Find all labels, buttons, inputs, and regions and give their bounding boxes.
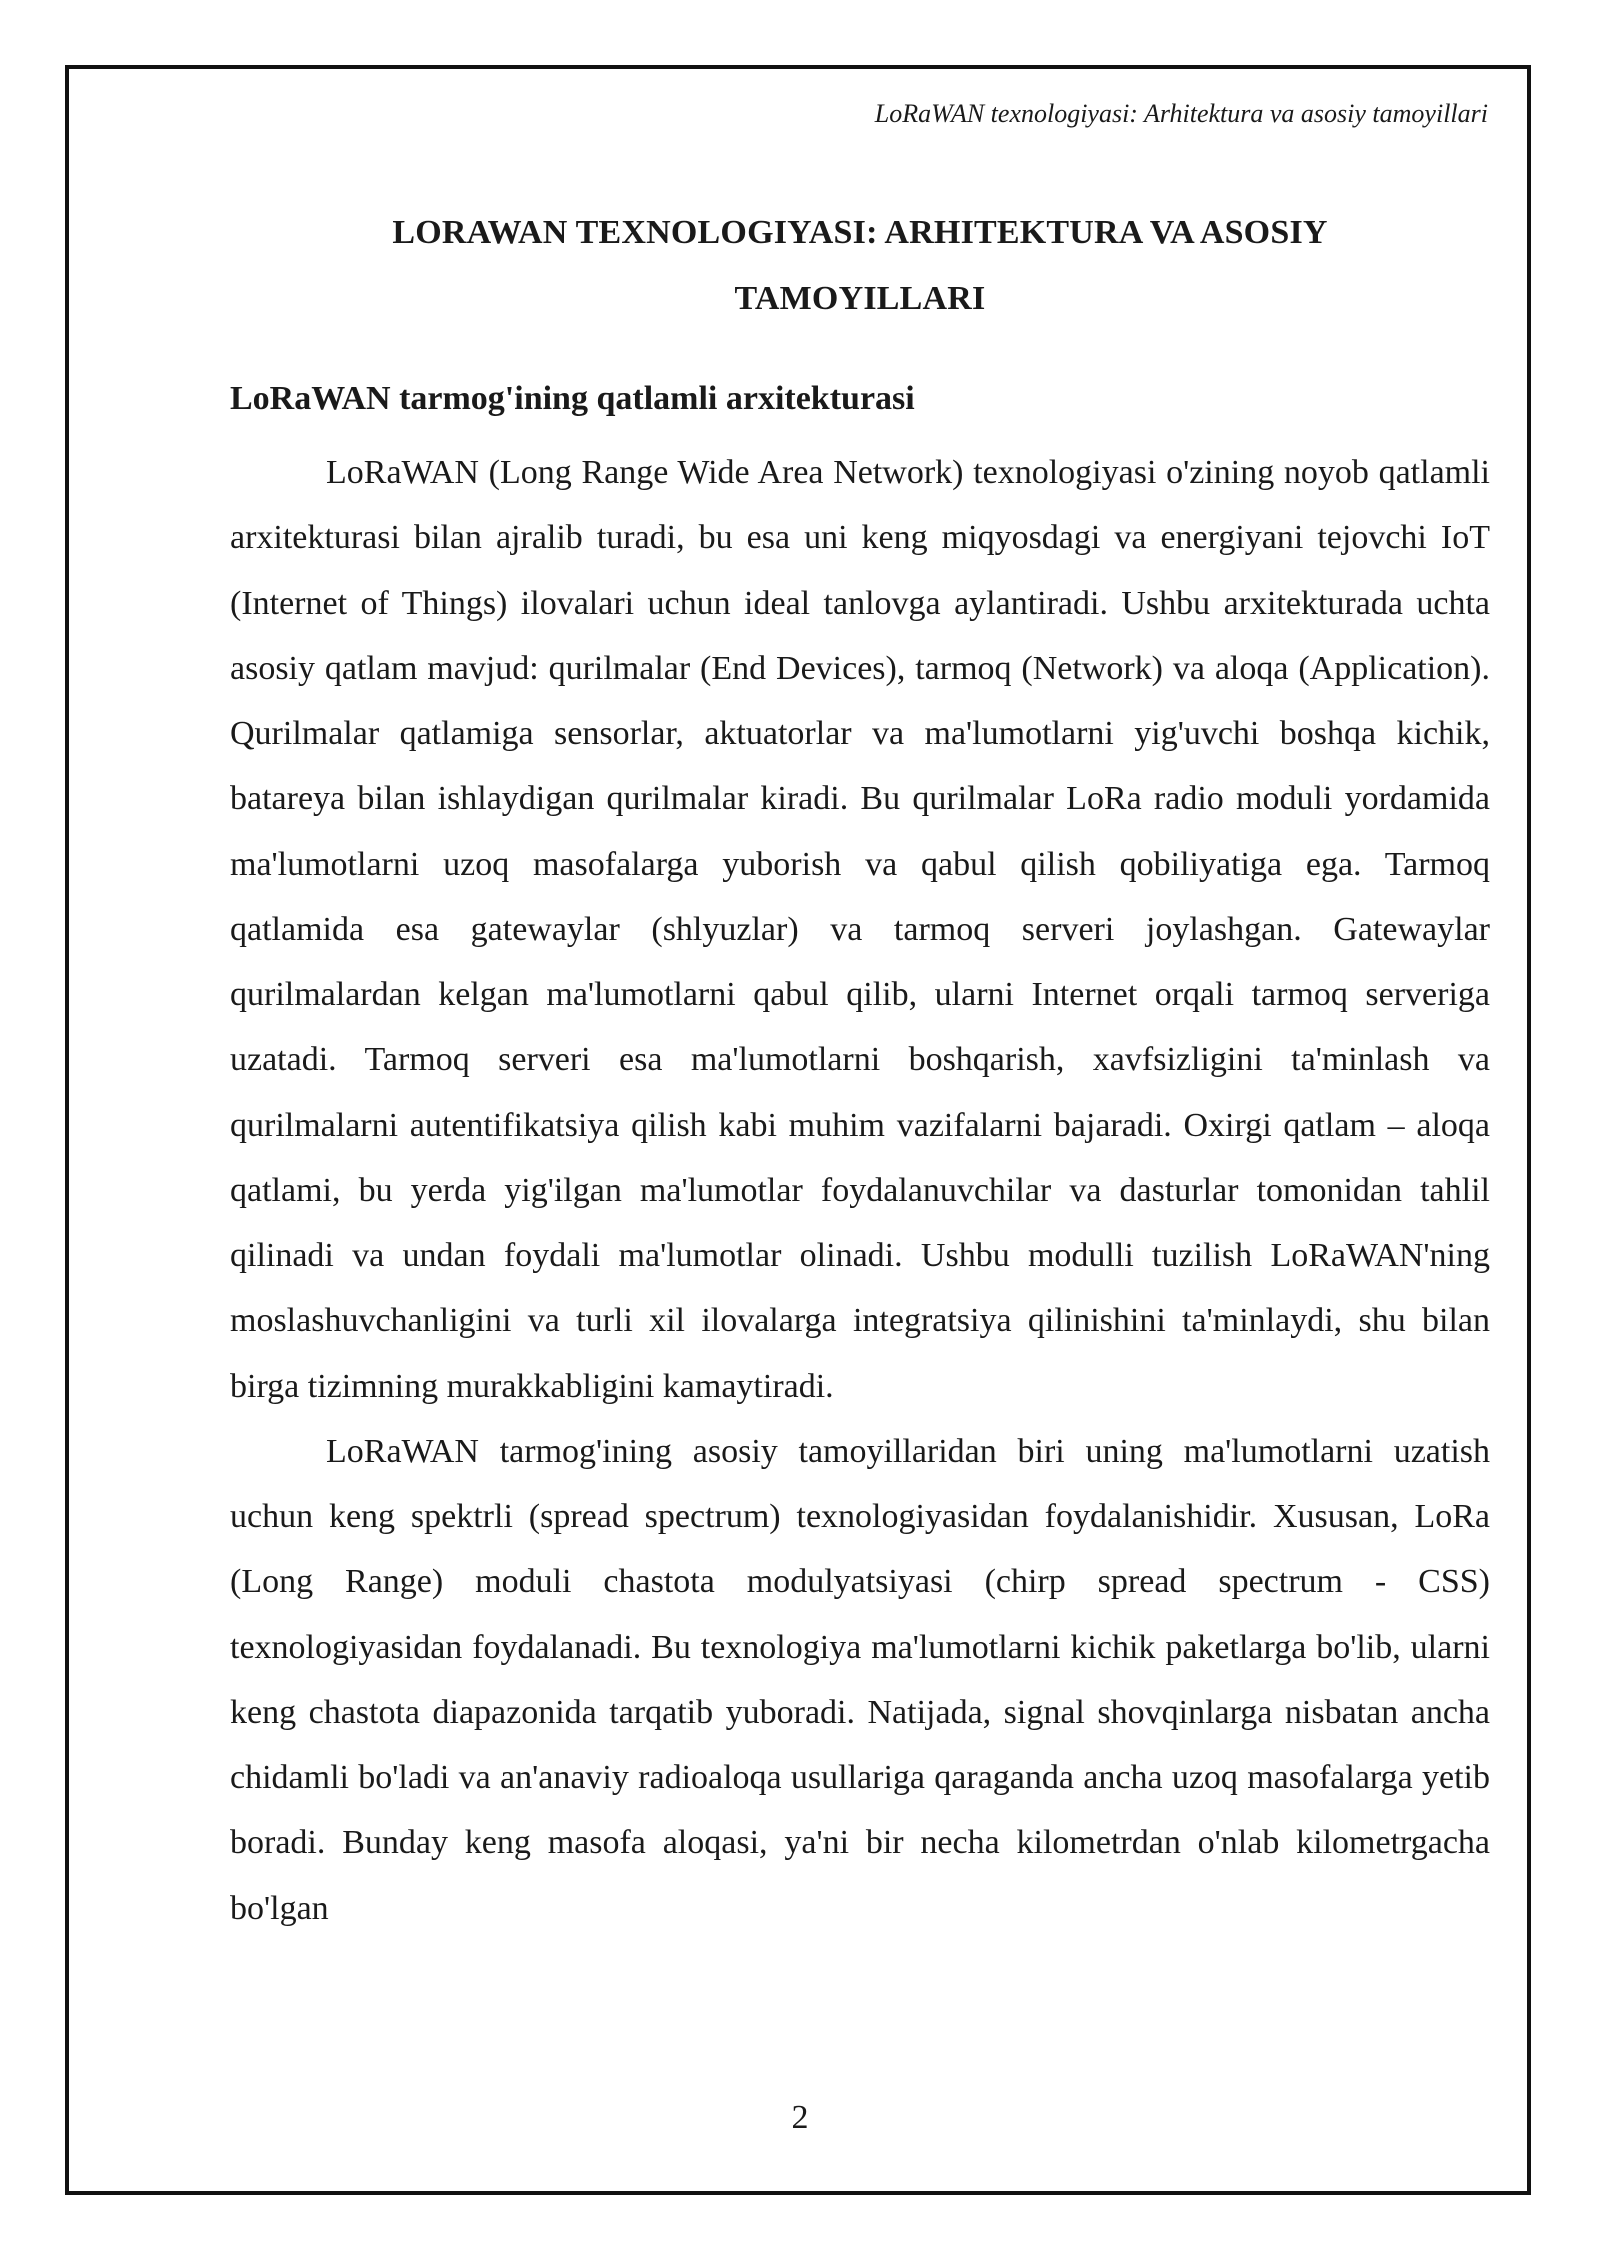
document-title-line-2: TAMOYILLARI bbox=[734, 280, 986, 317]
document-title bbox=[230, 200, 1490, 332]
running-header: LoRaWAN texnologiyasi: Arhitektura va asosiy tamoyillari bbox=[874, 99, 1488, 128]
body-paragraph-1: LoRaWAN (Long Range Wide Area Network) texnologiyasi o'zining noyob qatlamli arxitekturasi bilan ajralib turadi, bu esa uni keng miqyosdagi va energiyani tejovchi IoT (Internet of Things) ilovalari uchun ideal tanlovga aylantiradi. Ushbu arxitekturada uchta asosiy qatlam mavjud: qurilmalar (End Devices), tarmoq (Network) va aloqa (Application). Qurilmalar qatlamiga sensorlar, aktuatorlar va ma'lumotlarni yig'uvchi boshqa kichik, batareya bilan ishlaydigan qurilmalar kiradi. Bu qurilmalar LoRa radio moduli yordamida ma'lumotlarni uzoq masofalarga yuborish va qabul qilish qobiliyatiga ega. Tarmoq qatlamida esa gatewaylar (shlyuzlar) va tarmoq serveri joylashgan. Gatewaylar qurilmalardan kelgan ma'lumotlarni qabul qilib, ularni Internet orqali tarmoq serveriga uzatadi. Tarmoq serveri esa ma'lumotlarni boshqarish, xavfsizligini ta'minlash va qurilmalarni autentifikatsiya qilish kabi muhim vazifalarni bajaradi. Oxirgi qatlam – aloqa qatlami, bu yerda yig'ilgan ma'lumotlar foydalanuvchilar va dasturlar tomonidan tahlil qilinadi va undan foydali ma'lumotlar olinadi. Ushbu modulli tuzilish LoRaWAN'ning moslashuvchanligini va turli xil ilovalarga integratsiya qilinishini ta'minlaydi, shu bilan birga tizimning murakkabligini kamaytiradi. bbox=[230, 454, 1490, 1405]
page-number: 2 bbox=[791, 2099, 809, 2136]
section-heading: LoRaWAN tarmog'ining qatlamli arxitekturasi bbox=[230, 380, 915, 417]
body-paragraph-2: LoRaWAN tarmog'ining asosiy tamoyillaridan biri uning ma'lumotlarni uzatish uchun keng spektrli (spread spectrum) texnologiyasidan foydalanishidir. Xususan, LoRa (Long Range) moduli chastota modulyatsiyasi (chirp spread spectrum - CSS) texnologiyasidan foydalanadi. Bu texnologiya ma'lumotlarni kichik paketlarga bo'lib, ularni keng chastota diapazonida tarqatib yuboradi. Natijada, signal shovqinlarga nisbatan ancha chidamli bo'ladi va an'anaviy radioaloqa usullariga qaraganda ancha uzoq masofalarga yetib boradi. Bunday keng masofa aloqasi, ya'ni bir necha kilometrdan o'nlab kilometrgacha bo'lgan bbox=[230, 1432, 1490, 1927]
page-content bbox=[230, 200, 1490, 1941]
document-title-line-1: LORAWAN TEXNOLOGIYASI: ARHITEKTURA VA ASOSIY bbox=[392, 214, 1328, 251]
